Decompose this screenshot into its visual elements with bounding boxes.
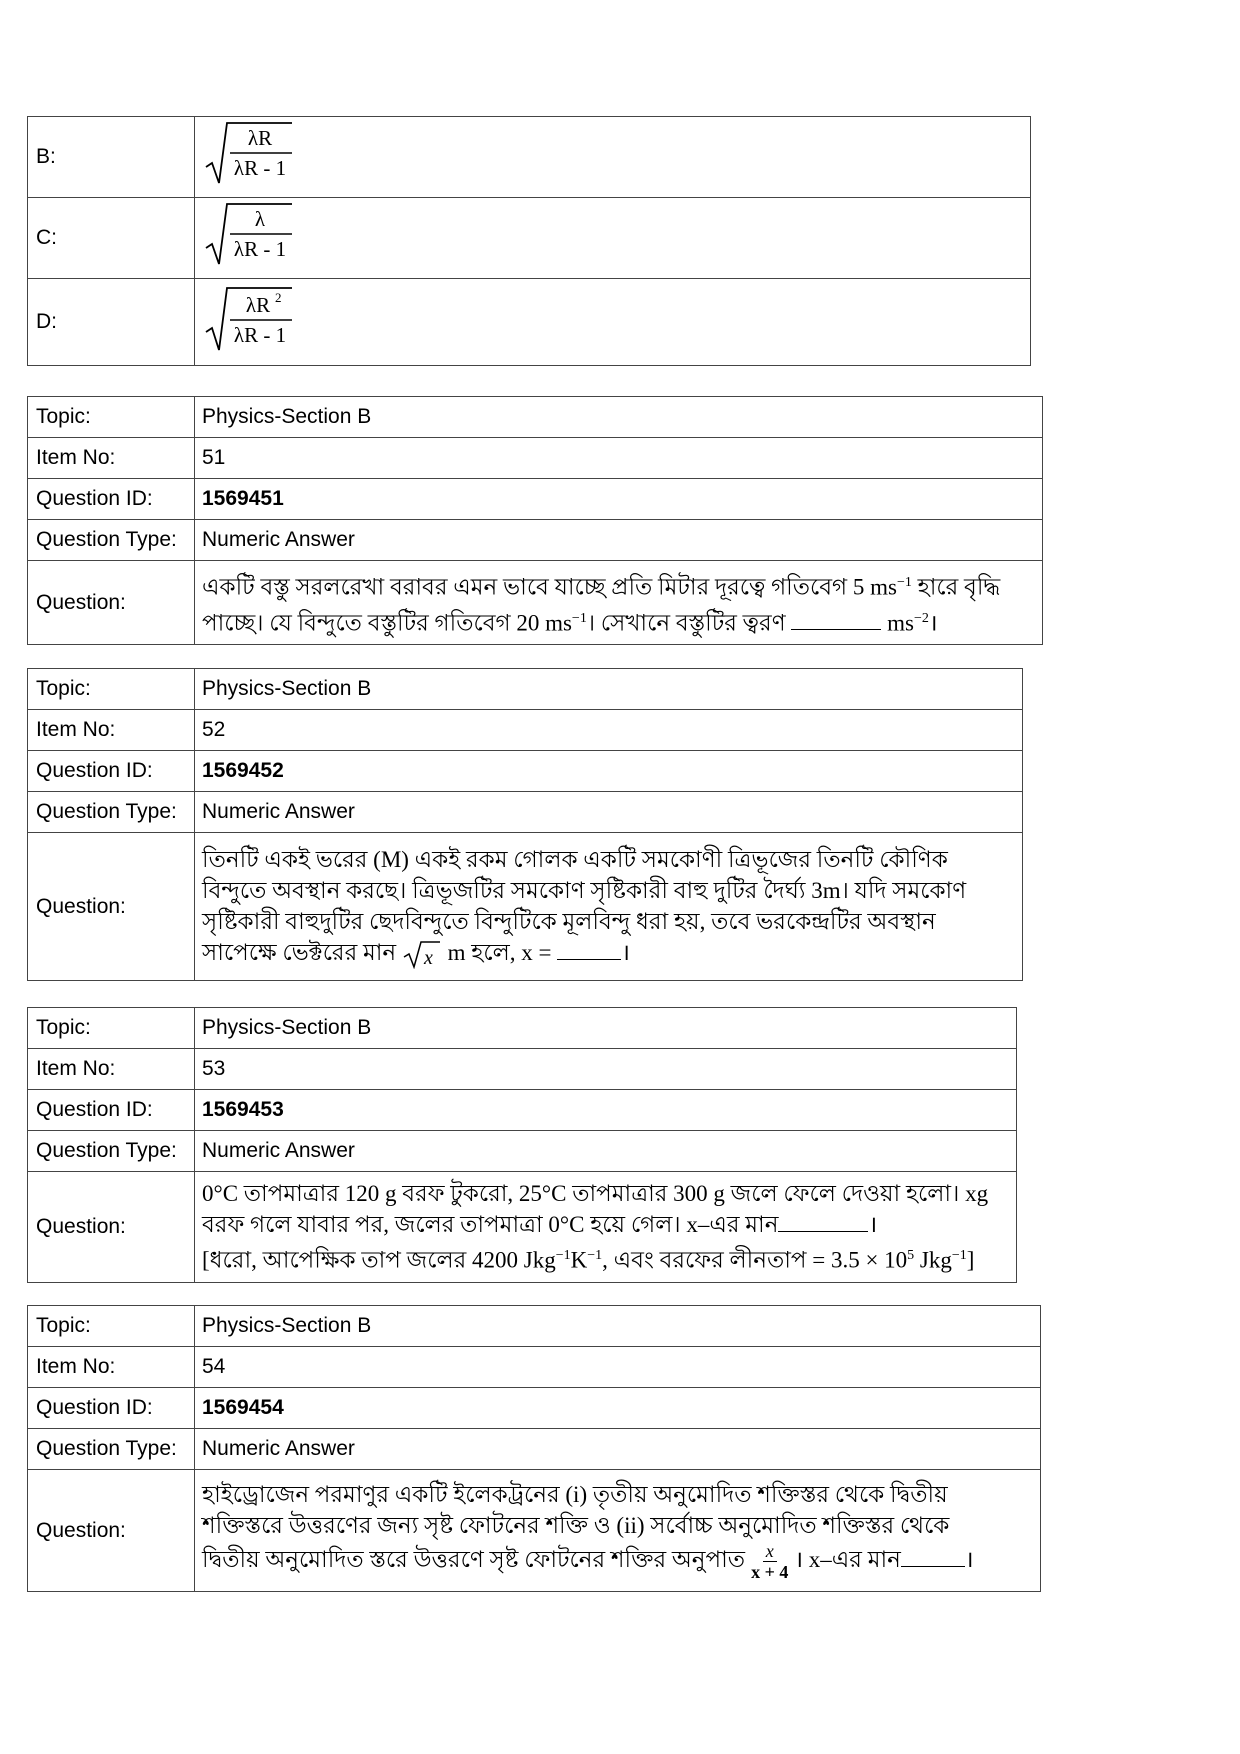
- question-text: [195, 1470, 1041, 1592]
- question-line: দ্বিতীয় অনুমোদিত স্তরে উত্তরণে সৃষ্ট ফোটনের শক্তির অনুপাত $\frac{x}{x + 4}$ । x–এর মান ।: [202, 1541, 974, 1582]
- question-type-row: [28, 1429, 1041, 1470]
- sqrt-fraction-formula: [202, 200, 312, 270]
- option-label: B:: [28, 117, 195, 198]
- fraction: $\frac{x}{x + 4}$: [751, 1541, 789, 1582]
- svg-text:x: x: [423, 947, 433, 970]
- numerator: λR: [245, 293, 271, 317]
- question-type-label: Question Type:: [28, 1131, 195, 1172]
- option-label: C:: [28, 198, 195, 279]
- question-id-value: 1569454: [195, 1388, 1041, 1429]
- question-type-label: Question Type:: [28, 520, 195, 561]
- question-line: 0°C তাপমাত্রার 120 g বরফ টুকরো, 25°C তাপমাত্রার 300 g জলে ফেলে দেওয়া হলো। xg: [202, 1181, 989, 1206]
- topic-label: Topic:: [28, 1306, 195, 1347]
- answer-blank: [557, 941, 621, 960]
- item-no-label: Item No:: [28, 438, 195, 479]
- question-type-label: Question Type:: [28, 1429, 195, 1470]
- topic-value: Physics-Section B: [195, 669, 1023, 710]
- item-no-label: Item No:: [28, 1049, 195, 1090]
- question-id-row: [28, 751, 1023, 792]
- question-type-label: Question Type:: [28, 792, 195, 833]
- topic-row: [28, 1008, 1017, 1049]
- item-no-value: 52: [195, 710, 1023, 751]
- option-formula: [195, 198, 1031, 279]
- question-label: Question:: [28, 561, 195, 645]
- numerator-superscript: 2: [275, 290, 282, 305]
- answer-blank: [901, 1548, 965, 1567]
- question-id-label: Question ID:: [28, 751, 195, 792]
- numerator: λR: [247, 126, 273, 150]
- question-id-row: [28, 1090, 1017, 1131]
- topic-value: Physics-Section B: [195, 1008, 1017, 1049]
- item-no-value: 53: [195, 1049, 1017, 1090]
- option-row-c: [28, 198, 1031, 279]
- item-no-row: [28, 710, 1023, 751]
- question-id-row: [28, 1388, 1041, 1429]
- question-line: পাচ্ছে। যে বিন্দুতে বস্তুটির গতিবেগ 20 $ms^{-1}।$ সেখানে বস্তুটির ত্বরণ $ms^{-2}।$: [202, 610, 938, 636]
- topic-row: [28, 1306, 1041, 1347]
- option-formula: [195, 117, 1031, 198]
- item-no-value: 54: [195, 1347, 1041, 1388]
- answer-blank: [791, 611, 881, 630]
- sqrt-fraction-formula: [202, 282, 312, 356]
- options-table: [27, 116, 1031, 366]
- question-line: বরফ গলে যাবার পর, জলের তাপমাত্রা 0°C হয়ে গেল। x–এর মান ।: [202, 1212, 878, 1237]
- question-text: [195, 833, 1023, 981]
- question-table-54: [27, 1305, 1041, 1592]
- sqrt-fraction-formula: [202, 119, 312, 189]
- numerator: λ: [254, 207, 266, 231]
- answer-blank: [778, 1213, 868, 1232]
- question-id-label: Question ID:: [28, 1388, 195, 1429]
- sqrt-symbol: [402, 939, 442, 969]
- question-type-row: [28, 520, 1043, 561]
- question-text: [195, 1172, 1017, 1283]
- item-no-value: 51: [195, 438, 1043, 479]
- topic-label: Topic:: [28, 397, 195, 438]
- question-line: সৃষ্টিকারী বাহুদুটির ছেদবিন্দুতে বিন্দুটিকে মূলবিন্দু ধরা হয়, তবে ভরকেন্দ্রটির অবস্থান: [202, 908, 936, 934]
- question-type-row: [28, 1131, 1017, 1172]
- question-id-value: 1569452: [195, 751, 1023, 792]
- question-line: বিন্দুতে অবস্থান করছে। ত্রিভূজটির সমকোণ সৃষ্টিকারী বাহু দুটির দৈর্ঘ্য 3m। যদি সমকোণ: [202, 877, 967, 903]
- question-table-52: [27, 668, 1023, 981]
- denominator: λR - 1: [233, 237, 287, 261]
- item-no-row: [28, 1347, 1041, 1388]
- topic-value: Physics-Section B: [195, 397, 1043, 438]
- question-type-row: [28, 792, 1023, 833]
- option-label: D:: [28, 279, 195, 366]
- question-text: [195, 561, 1043, 645]
- question-type-value: Numeric Answer: [195, 1429, 1041, 1470]
- question-id-label: Question ID:: [28, 479, 195, 520]
- question-row: [28, 561, 1043, 645]
- question-line: শক্তিস্তরে উত্তরণের জন্য সৃষ্ট ফোটনের শক্তি ও (ii) সর্বোচ্চ অনুমোদিত শক্তিস্তর থেকে: [202, 1513, 950, 1538]
- question-id-value: 1569451: [195, 479, 1043, 520]
- question-id-row: [28, 479, 1043, 520]
- question-line: একটি বস্তু সরলরেখা বরাবর এমন ভাবে যাচ্ছে প্রতি মিটার দূরত্বে গতিবেগ 5 $ms^{-1}$ হারে বৃদ্ধি: [202, 574, 1001, 600]
- question-type-value: Numeric Answer: [195, 792, 1023, 833]
- question-table-51: [27, 396, 1043, 645]
- question-row: [28, 1172, 1017, 1283]
- question-label: Question:: [28, 833, 195, 981]
- question-line: সাপেক্ষে ভেক্টরের মান x m হলে, x = ।: [202, 939, 630, 970]
- option-row-b: [28, 117, 1031, 198]
- question-type-value: Numeric Answer: [195, 520, 1043, 561]
- topic-row: [28, 397, 1043, 438]
- item-no-row: [28, 1049, 1017, 1090]
- question-row: [28, 833, 1023, 981]
- question-label: Question:: [28, 1470, 195, 1592]
- topic-row: [28, 669, 1023, 710]
- question-line: [ধরো, আপেক্ষিক তাপ জলের 4200 $Jkg^{-1}K^{-1}$, এবং বরফের লীনতাপ = $3.5 \times 10^5$ Jkg$^{-1}$]: [202, 1247, 975, 1273]
- item-no-row: [28, 438, 1043, 479]
- denominator: λR - 1: [233, 156, 287, 180]
- topic-value: Physics-Section B: [195, 1306, 1041, 1347]
- question-type-value: Numeric Answer: [195, 1131, 1017, 1172]
- question-line: তিনটি একই ভরের (M) একই রকম গোলক একটি সমকোণী ত্রিভূজের তিনটি কৌণিক: [202, 846, 948, 872]
- denominator: λR - 1: [233, 323, 287, 347]
- option-formula: [195, 279, 1031, 366]
- question-row: [28, 1470, 1041, 1592]
- question-table-53: [27, 1007, 1017, 1283]
- topic-label: Topic:: [28, 1008, 195, 1049]
- question-id-label: Question ID:: [28, 1090, 195, 1131]
- question-id-value: 1569453: [195, 1090, 1017, 1131]
- topic-label: Topic:: [28, 669, 195, 710]
- option-row-d: [28, 279, 1031, 366]
- question-label: Question:: [28, 1172, 195, 1283]
- item-no-label: Item No:: [28, 1347, 195, 1388]
- item-no-label: Item No:: [28, 710, 195, 751]
- question-line: হাইড্রোজেন পরমাণুর একটি ইলেকট্রনের (i) তৃতীয় অনুমোদিত শক্তিস্তর থেকে দ্বিতীয়: [202, 1482, 948, 1507]
